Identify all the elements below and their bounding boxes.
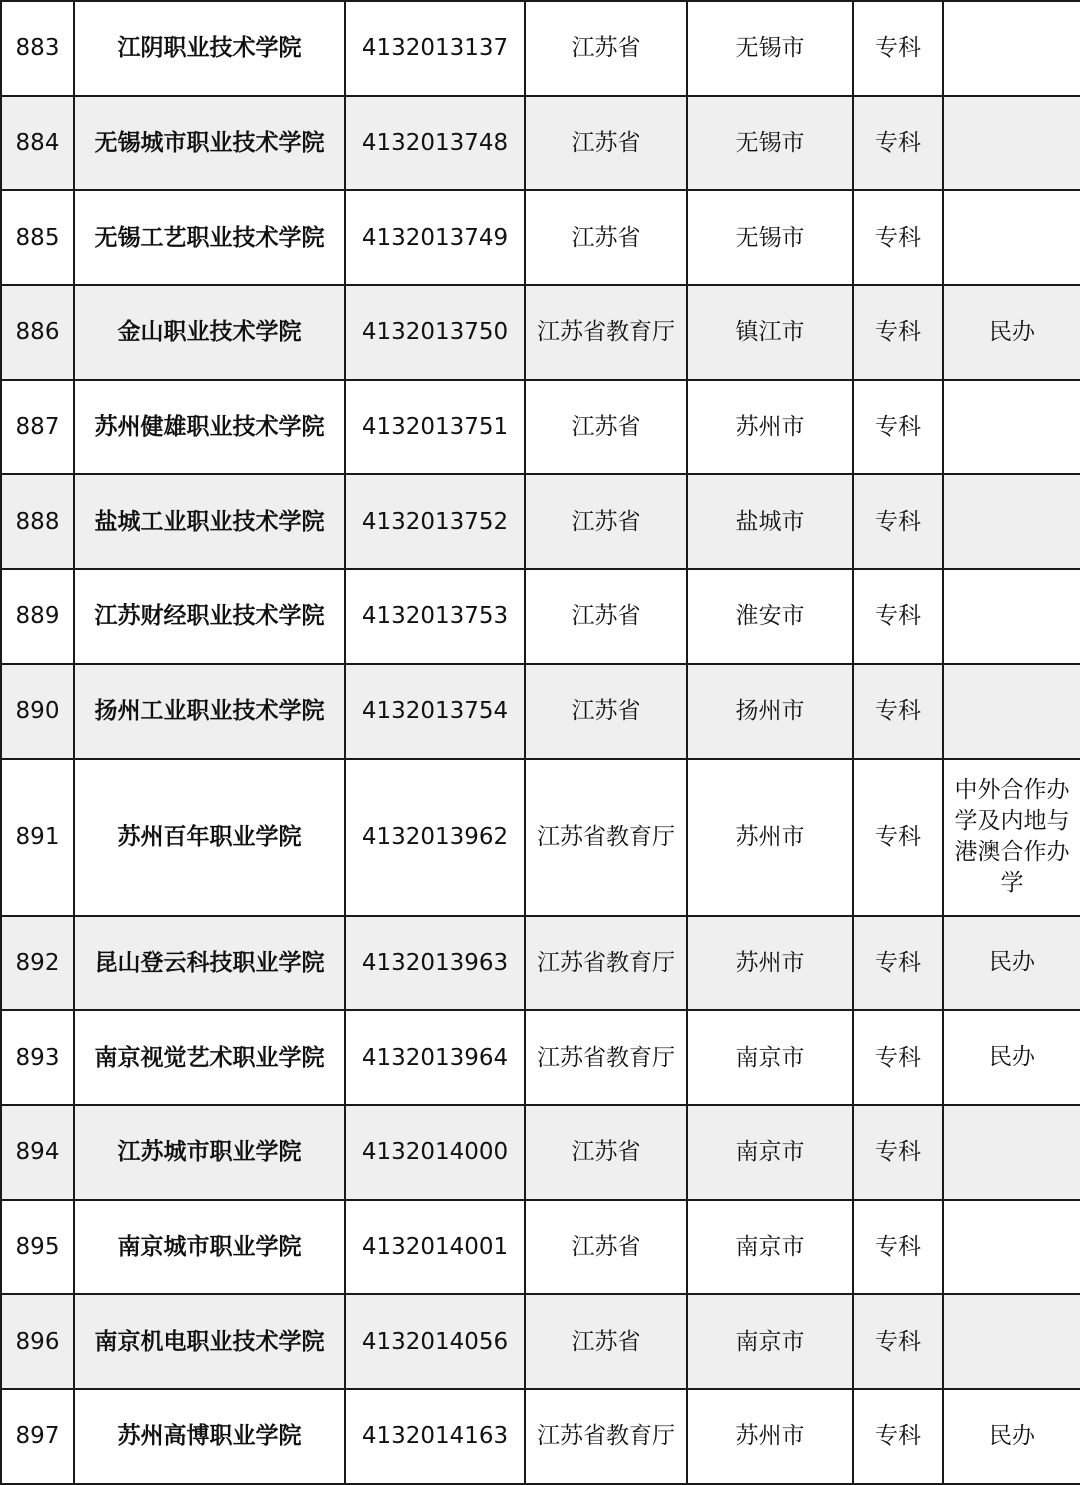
remark: 民办 [943,285,1080,380]
school-code: 4132014056 [345,1294,525,1389]
school-name: 南京视觉艺术职业学院 [74,1010,345,1105]
school-code: 4132013748 [345,96,525,191]
city: 无锡市 [687,96,853,191]
table-row [1,1389,1080,1484]
level: 专科 [853,664,943,759]
level: 专科 [853,569,943,664]
row-number: 887 [1,380,74,475]
row-number: 886 [1,285,74,380]
remark [943,474,1080,569]
authority: 江苏省 [525,380,687,475]
remark [943,569,1080,664]
school-name: 苏州健雄职业技术学院 [74,380,345,475]
table-row [1,759,1080,916]
row-number: 892 [1,916,74,1011]
table-row [1,1200,1080,1295]
city: 扬州市 [687,664,853,759]
school-code: 4132013963 [345,916,525,1011]
authority: 江苏省 [525,1200,687,1295]
remark [943,96,1080,191]
row-number: 893 [1,1010,74,1105]
school-name: 昆山登云科技职业学院 [74,916,345,1011]
city: 南京市 [687,1294,853,1389]
remark: 中外合作办学及内地与港澳合作办学 [943,759,1080,916]
table-row [1,664,1080,759]
table-row [1,285,1080,380]
school-code: 4132013751 [345,380,525,475]
table-row [1,190,1080,285]
school-code: 4132014001 [345,1200,525,1295]
authority: 江苏省 [525,96,687,191]
remark: 民办 [943,1389,1080,1484]
level: 专科 [853,380,943,475]
table-row [1,96,1080,191]
authority: 江苏省 [525,1105,687,1200]
city: 无锡市 [687,190,853,285]
school-code: 4132013753 [345,569,525,664]
level: 专科 [853,1,943,96]
authority: 江苏省 [525,1,687,96]
level: 专科 [853,190,943,285]
city: 苏州市 [687,380,853,475]
remark [943,664,1080,759]
row-number: 891 [1,759,74,916]
table-row [1,1,1080,96]
row-number: 897 [1,1389,74,1484]
row-number: 894 [1,1105,74,1200]
table-row [1,1105,1080,1200]
remark [943,1294,1080,1389]
city: 镇江市 [687,285,853,380]
school-name: 苏州高博职业学院 [74,1389,345,1484]
row-number: 884 [1,96,74,191]
level: 专科 [853,1389,943,1484]
authority: 江苏省 [525,664,687,759]
school-name: 南京机电职业技术学院 [74,1294,345,1389]
authority: 江苏省 [525,474,687,569]
school-code: 4132013749 [345,190,525,285]
school-name: 江阴职业技术学院 [74,1,345,96]
authority: 江苏省 [525,190,687,285]
city: 无锡市 [687,1,853,96]
school-name: 扬州工业职业技术学院 [74,664,345,759]
remark [943,1,1080,96]
city: 苏州市 [687,916,853,1011]
row-number: 890 [1,664,74,759]
remark [943,1200,1080,1295]
level: 专科 [853,285,943,380]
table-row [1,380,1080,475]
city: 南京市 [687,1010,853,1105]
remark [943,190,1080,285]
row-number: 883 [1,1,74,96]
row-number: 888 [1,474,74,569]
level: 专科 [853,759,943,916]
school-name: 苏州百年职业学院 [74,759,345,916]
school-code: 4132013750 [345,285,525,380]
level: 专科 [853,1200,943,1295]
row-number: 889 [1,569,74,664]
school-name: 南京城市职业学院 [74,1200,345,1295]
city: 盐城市 [687,474,853,569]
school-name: 盐城工业职业技术学院 [74,474,345,569]
remark: 民办 [943,1010,1080,1105]
authority: 江苏省教育厅 [525,1010,687,1105]
school-code: 4132014000 [345,1105,525,1200]
school-code: 4132013752 [345,474,525,569]
school-code: 4132014163 [345,1389,525,1484]
school-name: 无锡城市职业技术学院 [74,96,345,191]
level: 专科 [853,96,943,191]
authority: 江苏省教育厅 [525,285,687,380]
school-name: 金山职业技术学院 [74,285,345,380]
city: 淮安市 [687,569,853,664]
authority: 江苏省 [525,569,687,664]
table-row [1,1294,1080,1389]
remark [943,1105,1080,1200]
table-row [1,569,1080,664]
row-number: 896 [1,1294,74,1389]
remark [943,380,1080,475]
row-number: 895 [1,1200,74,1295]
school-code: 4132013137 [345,1,525,96]
authority: 江苏省教育厅 [525,759,687,916]
city: 苏州市 [687,1389,853,1484]
level: 专科 [853,1010,943,1105]
table-row [1,1010,1080,1105]
row-number: 885 [1,190,74,285]
authority: 江苏省教育厅 [525,916,687,1011]
level: 专科 [853,1294,943,1389]
city: 南京市 [687,1200,853,1295]
remark: 民办 [943,916,1080,1011]
level: 专科 [853,916,943,1011]
city: 南京市 [687,1105,853,1200]
authority: 江苏省教育厅 [525,1389,687,1484]
table-row [1,916,1080,1011]
school-name: 无锡工艺职业技术学院 [74,190,345,285]
school-name: 江苏城市职业学院 [74,1105,345,1200]
level: 专科 [853,1105,943,1200]
authority: 江苏省 [525,1294,687,1389]
school-code: 4132013754 [345,664,525,759]
school-code: 4132013962 [345,759,525,916]
level: 专科 [853,474,943,569]
school-name: 江苏财经职业技术学院 [74,569,345,664]
table-row [1,474,1080,569]
school-code: 4132013964 [345,1010,525,1105]
city: 苏州市 [687,759,853,916]
